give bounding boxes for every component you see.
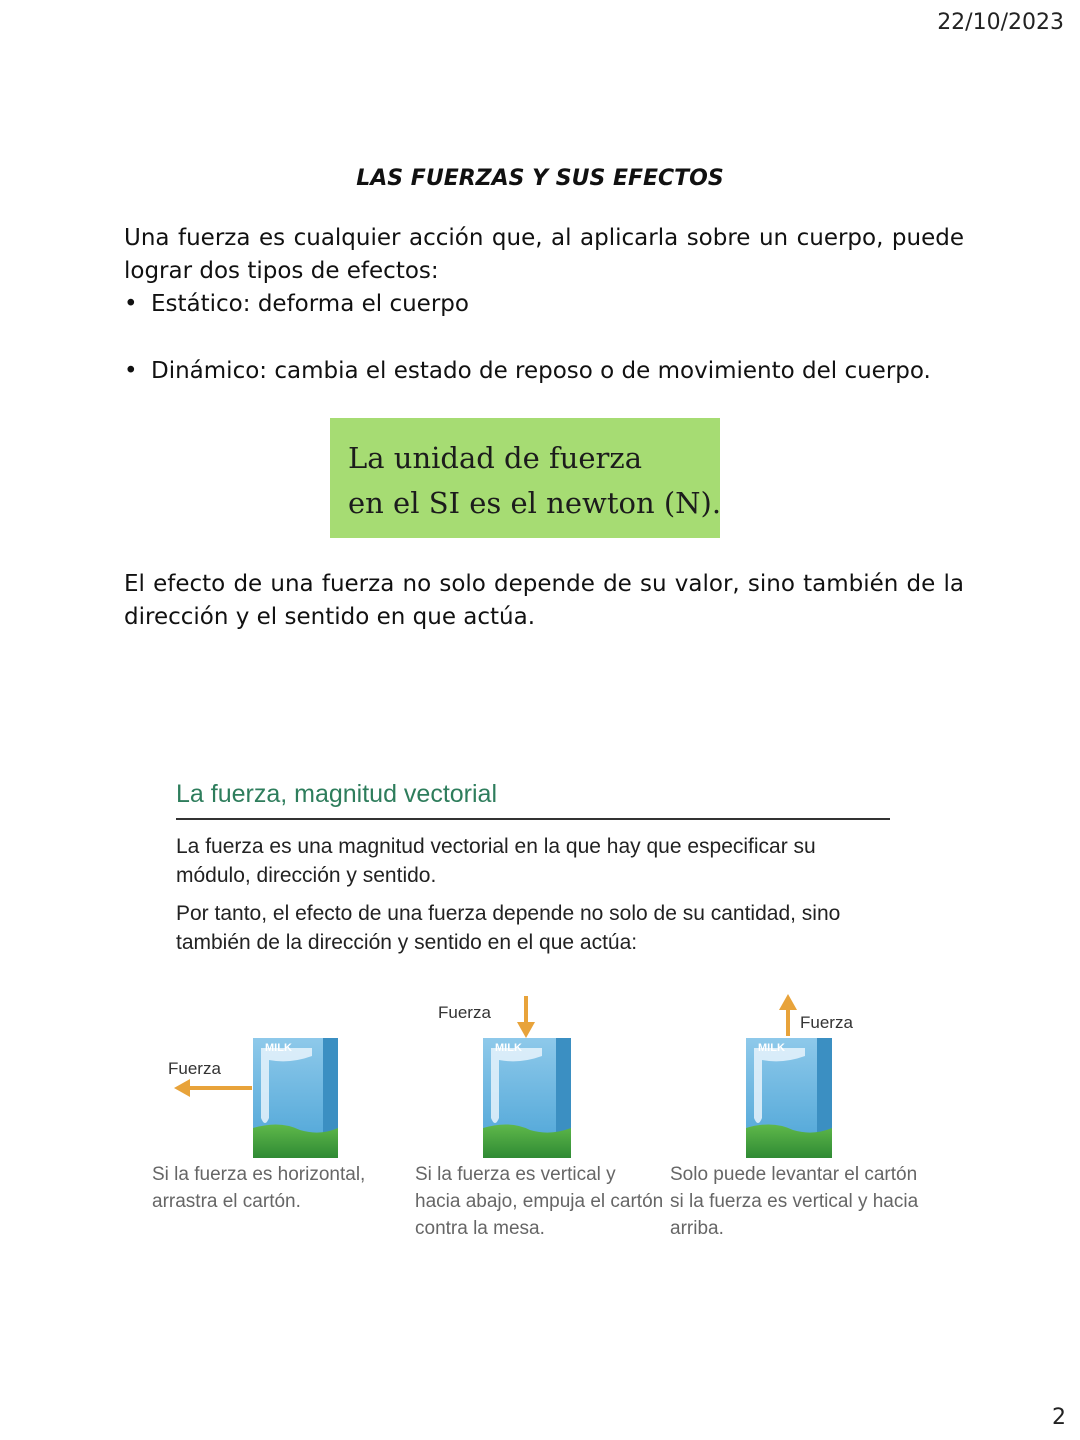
force-label: Fuerza (438, 1003, 491, 1022)
bullet-icon: • (124, 291, 138, 317)
milk-carton-icon (253, 1038, 338, 1158)
bullet-icon: • (124, 358, 138, 384)
carton-label: MILK (495, 1042, 522, 1054)
bullet-text: Dinámico: cambia el estado de reposo o de movimiento del cuerpo. (151, 358, 931, 384)
page-title: LAS FUERZAS Y SUS EFECTOS (356, 166, 724, 191)
carton-lift-up (746, 994, 853, 1158)
carton-horizontal (168, 1038, 338, 1158)
carton-label: MILK (758, 1042, 785, 1054)
unit-callout-line1: La unidad de fuerza (348, 441, 642, 475)
force-label: Fuerza (168, 1059, 221, 1078)
caption-horizontal: Si la fuerza es horizontal, arrastra el cartón. (152, 1164, 366, 1212)
milk-carton-icon (746, 1038, 832, 1158)
section-divider (176, 818, 890, 820)
milk-carton-icon (483, 1038, 571, 1158)
force-illustration (140, 990, 920, 1170)
date: 22/10/2023 (937, 10, 1064, 35)
effect-paragraph: El efecto de una fuerza no solo depende de su valor, sino también de la dirección y el sentido en que actúa. (124, 571, 964, 630)
bullet-dynamic (124, 355, 931, 388)
arrow-left-icon (174, 1079, 252, 1097)
vector-paragraph-1: La fuerza es una magnitud vectorial en la que hay que especificar su módulo, dirección y sentido. (176, 835, 816, 887)
vector-section-title: La fuerza, magnitud vectorial (176, 780, 498, 808)
bullet-text: Estático: deforma el cuerpo (151, 291, 469, 317)
vector-paragraph-2: Por tanto, el efecto de una fuerza depende no solo de su cantidad, sino también de la dirección y sentido en el que actúa: (176, 902, 841, 954)
bullet-static (124, 288, 469, 321)
caption-push-down: Si la fuerza es vertical y hacia abajo, empuja el cartón contra la mesa. (415, 1164, 664, 1239)
carton-push-down (438, 996, 571, 1158)
page-number: 2 (1052, 1405, 1066, 1430)
caption-lift-up: Solo puede levantar el cartón si la fuerza es vertical y hacia arriba. (670, 1164, 919, 1239)
unit-callout (330, 418, 720, 538)
unit-callout-line2: en el SI es el newton (N). (348, 486, 722, 520)
arrow-up-icon (779, 994, 797, 1036)
carton-label: MILK (265, 1042, 292, 1054)
intro-paragraph: Una fuerza es cualquier acción que, al aplicarla sobre un cuerpo, puede lograr dos tipos de efectos: (124, 225, 964, 284)
force-label: Fuerza (800, 1013, 853, 1032)
arrow-down-icon (517, 996, 535, 1038)
